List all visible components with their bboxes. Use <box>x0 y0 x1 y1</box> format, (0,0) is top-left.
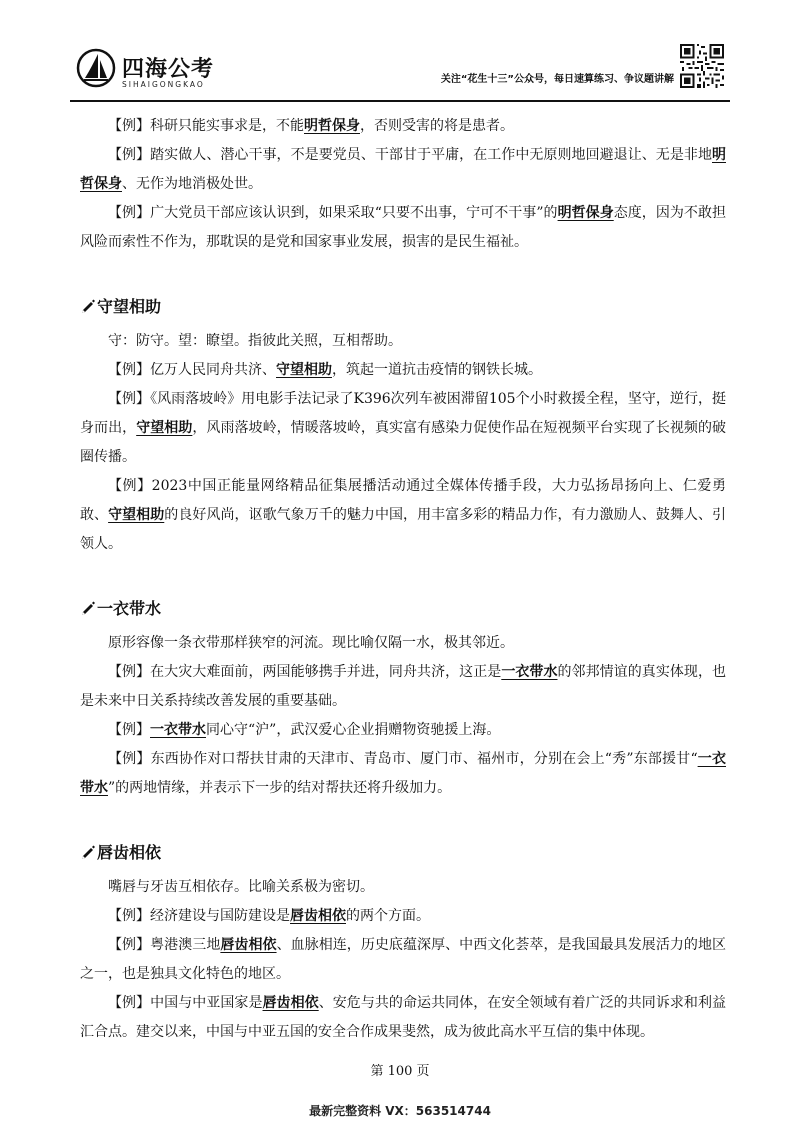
example-text: 【例】 <box>108 722 150 738</box>
header-divider <box>70 100 730 102</box>
brand-subtitle: SIHAIGONGKAO <box>122 80 205 89</box>
example-text: 【例】粤港澳三地 <box>108 937 221 953</box>
example <box>80 658 726 716</box>
example-text: 【例】广大党员干部应该认识到，如果采取“只要不出事，宁可不干事”的 <box>108 205 558 221</box>
idiom-definition: 守：防守。望：瞭望。指彼此关照，互相帮助。 <box>108 333 402 349</box>
example-text: ”的两地情缘，并表示下一步的结对帮扶还将升级加力。 <box>108 780 452 796</box>
example-text: 【例】在大灾大难面前，两国能够携手并进，同舟共济，这正是 <box>108 664 502 680</box>
pencil-icon <box>80 600 96 616</box>
example-text: ，否则受害的将是患者。 <box>360 118 514 134</box>
highlighted-idiom: 守望相助 <box>108 507 165 523</box>
example <box>80 931 726 989</box>
example-text: 、无作为地消极处世。 <box>122 176 262 192</box>
example-text: 同心守“沪”，武汉爱心企业捐赠物资驰援上海。 <box>206 722 501 738</box>
highlighted-idiom: 明哲保身 <box>304 118 360 134</box>
example-text: 【例】经济建设与国防建设是 <box>108 908 290 924</box>
idiom-title: 守望相助 <box>97 297 162 316</box>
example-text: 、血脉相连，历史底蕴深厚、中西文化荟萃，是我国最具发展活力的地区之一，也是独具文化特色的地区。 <box>80 937 727 982</box>
example-text: 的良好风尚，讴歌气象万千的魅力中国，用丰富多彩的精品力作，有力激励人、鼓舞人、引领人。 <box>80 507 727 552</box>
example <box>80 902 726 931</box>
example-text: 态度，因为不敢担风险而索性不作为，那耽误的是党和国家事业发展，损害的是民生福祉。 <box>80 205 726 250</box>
page-content <box>80 112 726 1047</box>
pencil-icon <box>80 844 96 860</box>
qr-code-icon <box>680 44 724 88</box>
highlighted-idiom: 一衣带水 <box>501 664 558 680</box>
example-text: 【例】踏实做人、潜心干事，不是要党员、干部甘于平庸，在工作中无原则地回避退让、无是非地 <box>108 147 712 163</box>
example <box>80 472 726 559</box>
example <box>80 356 726 385</box>
page-header <box>70 40 730 96</box>
footer-contact: 最新完整资料 VX：563514744 <box>309 1104 491 1118</box>
example <box>80 745 726 803</box>
highlighted-idiom: 唇齿相依 <box>290 908 346 924</box>
example-text: 【例】中国与中亚国家是 <box>108 995 263 1011</box>
example <box>80 385 726 472</box>
highlighted-idiom: 一衣带水 <box>80 751 726 796</box>
example-text: 【例】2023中国正能量网络精品征集展播活动通过全媒体传播手段，大力弘扬昂扬向上、仁爱勇敢、 <box>80 478 726 523</box>
example <box>80 112 726 141</box>
example-text: ，筑起一道抗击疫情的钢铁长城。 <box>332 362 542 378</box>
example <box>80 716 726 745</box>
highlighted-idiom: 明哲保身 <box>80 147 726 192</box>
example <box>80 199 726 257</box>
highlighted-idiom: 守望相助 <box>276 362 332 378</box>
sailboat-logo-icon <box>76 48 116 88</box>
pencil-icon <box>80 298 96 314</box>
highlighted-idiom: 唇齿相依 <box>262 995 319 1011</box>
highlighted-idiom: 一衣带水 <box>150 722 206 738</box>
example <box>80 989 726 1047</box>
example-text: 【例】东西协作对口帮扶甘肃的天津市、青岛市、厦门市、福州市，分别在会上“秀”东部援甘“ <box>108 751 698 767</box>
idiom-heading <box>80 833 726 873</box>
example-text: 的两个方面。 <box>346 908 430 924</box>
example-text: 【例】科研只能实事求是，不能 <box>108 118 304 134</box>
example-text: 的邻邦情谊的真实体现，也是未来中日关系持续改善发展的重要基础。 <box>80 664 727 709</box>
highlighted-idiom: 明哲保身 <box>557 205 614 221</box>
follow-notice: 关注“花生十三”公众号，每日速算练习、争议题讲解 <box>440 74 674 85</box>
page-number: 第 100 页 <box>370 1064 430 1079</box>
example-text: 【例】亿万人民同舟共济、 <box>108 362 276 378</box>
idiom-heading <box>80 287 726 327</box>
example <box>80 141 726 199</box>
highlighted-idiom: 守望相助 <box>136 420 193 436</box>
example-text: 、安危与共的命运共同体，在安全领域有着广泛的共同诉求和利益汇合点。建交以来，中国与中亚五国的安全合作成果斐然，成为彼此高水平互信的集中体现。 <box>80 995 727 1040</box>
idiom-definition: 嘴唇与牙齿互相依存。比喻关系极为密切。 <box>108 879 374 895</box>
idiom-title: 唇齿相依 <box>97 843 162 862</box>
idiom-title: 一衣带水 <box>97 599 162 618</box>
example-text: 【例】《风雨落坡岭》用电影手法记录了K396次列车被困滞留105个小时救援全程，坚守，逆行，挺身而出， <box>80 391 726 436</box>
brand-name: 四海公考 <box>122 57 215 82</box>
idiom-heading <box>80 589 726 629</box>
highlighted-idiom: 唇齿相依 <box>220 937 277 953</box>
idiom-definition: 原形容像一条衣带那样狭窄的河流。现比喻仅隔一水，极其邻近。 <box>108 635 514 651</box>
example-text: ，风雨落坡岭，情暖落坡岭，真实富有感染力促使作品在短视频平台实现了长视频的破圈传播。 <box>80 420 727 465</box>
